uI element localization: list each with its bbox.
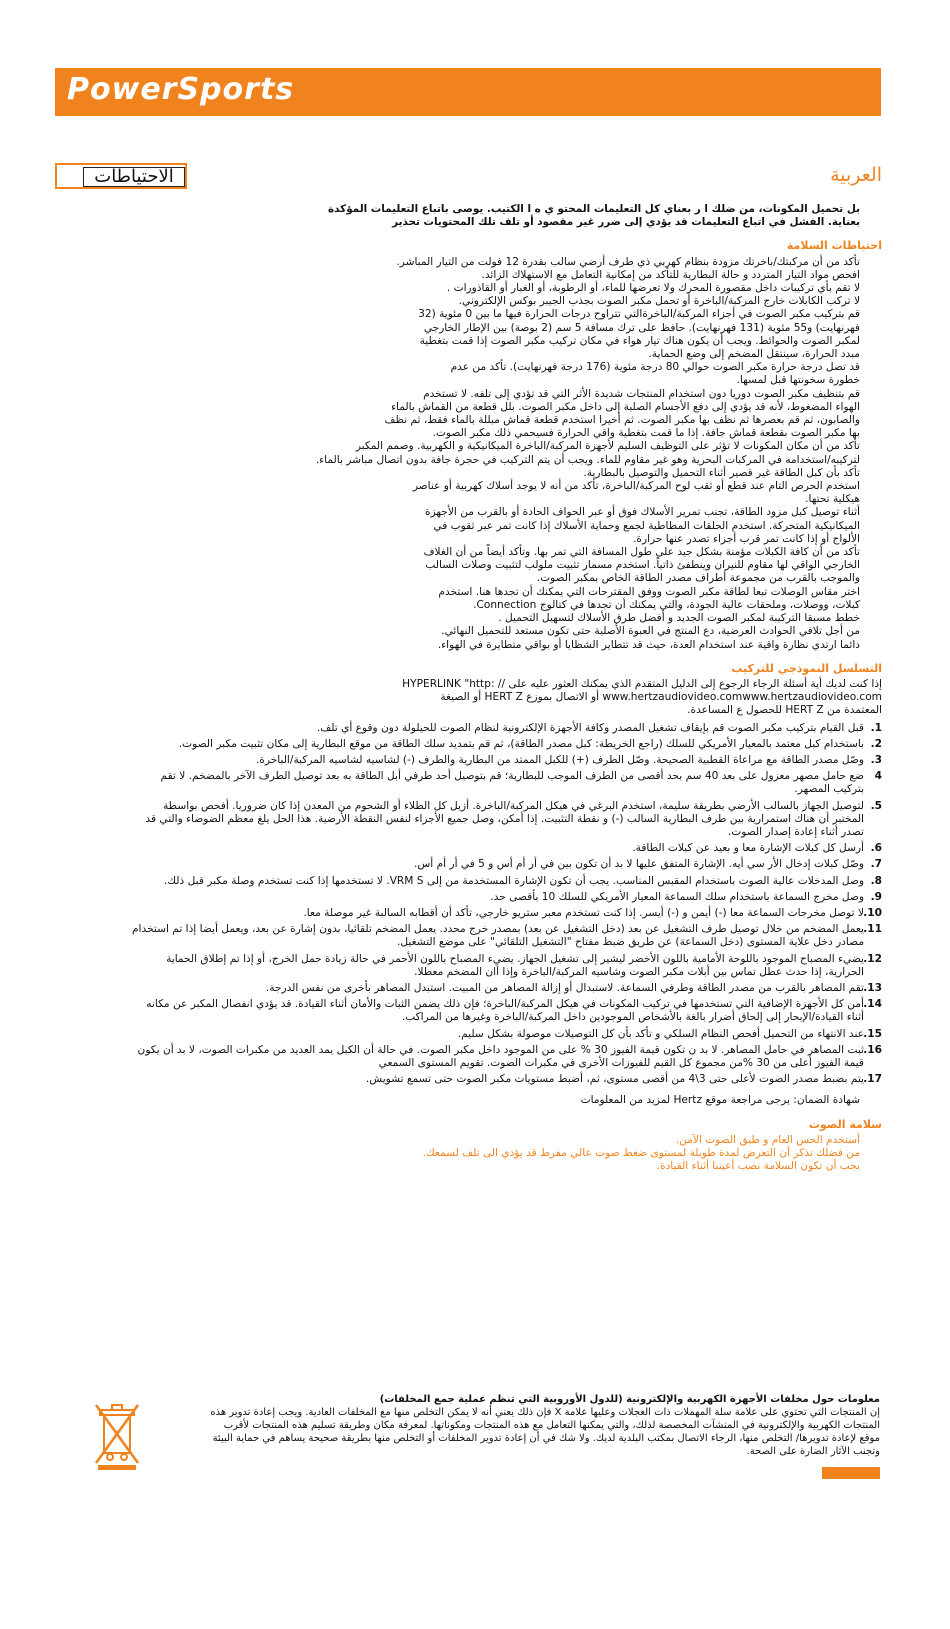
- step-number: 9.: [870, 890, 882, 903]
- safety-line: والموجب بالقرب من مجموعة أطراف مصدر الطاقة الخاص بمكبر الصوت.: [536, 572, 860, 585]
- install-step: [70, 842, 882, 855]
- safety-line: لمكبر الصوت والحوائط. ويجب أن يكون هناك تيار هواء في مكان تركيب مكبر الصوت إذا قمت بتغطية: [419, 334, 860, 347]
- brand-header-bar: [55, 68, 881, 116]
- step-number: 7.: [870, 858, 882, 871]
- step-number: 13.: [863, 981, 882, 994]
- install-steps: [70, 722, 882, 1087]
- step-number: 1.: [870, 721, 882, 734]
- safety-line: بها مكبر الصوت بقطعة قماش جافة. إذا ما قمت بتغطية واقي الحرارة فسيحمي ذلك مكبر الصوت.: [432, 427, 860, 440]
- install-step: [70, 907, 882, 920]
- safety-line: الهواء المضغوط، لأنه قد يؤدي إلى دفع الأجسام الصلبة إلى داخل مكبر الصوت. بلل قطعة من القماش بالماء: [391, 400, 860, 413]
- step-number: 17.: [863, 1073, 882, 1086]
- step-number: 3.: [870, 753, 882, 766]
- safety-line: دائما ارتدي نظارة واقية عند استخدام العدة، حيث قد تتطاير الشظايا أو بواقي متطايرة في الهواء.: [437, 638, 860, 651]
- footer-accent-bar: [822, 1467, 880, 1479]
- step-text: لتوصيل الجهاز بالسالب الأرضي بطريقة سليمة، استخدم البرغي في هيكل المركبة/الباخرة. أزيل كل الطلاء أو الشحوم من المعدن إذا كان ضروريا. أفحص بواسطة المختبر أن هناك استمرارية بين طرف البطارية السالب (-) و نقطة التثبيت. إذا أمكن، وصل جميع الأجزاء لنفس النقطة الأرضية. هذا الحل يلغ معظم الضوضاء والتي قد تصدر أثناء إعادة إصدار الصوت.: [145, 799, 864, 838]
- install-step: [70, 923, 882, 949]
- step-number: 6.: [870, 842, 882, 855]
- step-text: وصّل كبلات إدخال الأر سي أيه. الإشارة المتفق عليها لا بد أن تكون بين في أر أم أس و 5 في أر أم أس.: [413, 858, 864, 871]
- sound-safety-heading: سلامة الصوت: [808, 1117, 882, 1131]
- step-text: يعمل المضخم من خلال توصيل طرف التشغيل عن بعد (دخل التشغيل عن بعد) بمصدر خرج محدد. يعمل المضخم تلقائيا، بدون إشارة عن بعد، ويعمل أيضا إذا تم استخدام مصادر دخل علاية المستوى (دخل السماعة) عن طريق ضبط مفتاح "التشغيل التلقائي" على موضع التشغيل.: [132, 923, 864, 949]
- safety-line: قم بتنظيف مكبر الصوت دوريا دون استخدام المنتجات شديدة الأثر التي قد تؤدي إلى تلفه. لا تستخدم: [423, 387, 860, 400]
- warranty-note: شهادة الضمان: يرجى مراجعة موقع Hertz لمزيد من المعلومات: [580, 1094, 860, 1107]
- install-step: [70, 754, 882, 767]
- safety-line: من أجل تلافي الحوادث العرضية، دع المنتج في العبوة الأصلية حتى تكون مستعد للتحميل النهائي.: [441, 625, 860, 638]
- step-text: أمن كل الأجهزة الإضافية التي تستخدمها في تركيب المكونات في هيكل المركبة/الباخرة؛ فإن ذلك يضمن الثبات والأمان أثناء القيادة. قد يؤدي انفصال المكبر عن مكانه أثناء القيادة/الإبحار إلى إلحاق أضرار بالغة بالأشخاص الموجودين داخل المركبة/الباخرة وغيرها من المراكب.: [146, 998, 864, 1024]
- step-number: 16.: [863, 1043, 882, 1056]
- safety-line: أثناء توصيل كبل مزود الطاقة، تجنب تمرير الأسلاك فوق أو عبر الحواف الحادة أو بالقرب من الأجهزة: [425, 506, 860, 519]
- step-text: يتم بضبط مصدر الصوت لأعلى حتى 3\4 من أقصى مستوى، ثم، أضبط مستويات مكبر الصوت حتى تسمع تشويش.: [365, 1073, 864, 1086]
- sound-line: من فضلك تذكر أن التعرض لمدة طويلة لمستوى ضغط صوت عالي مفرط قد يؤدي الى تلف لسمعك.: [422, 1147, 860, 1159]
- step-text: ضع حامل مصهر معزول على بعد 40 سم بحد أقصى من الطرف الموجب للبطارية؛ قم بتوصيل أحد طرفي أبل الطاقة به بعد توصيل الطرف الآخر بالمضخم. لا تقم بتركيب المصهر.: [160, 770, 864, 796]
- step-text: لا توصل مخرجات السماعة معا (-) أيمن و (-) أيسر. إذا كنت تستخدم معبر ستريو خارجي، تأكد أن أقطابه السالبة غير موصلة معا.: [303, 906, 864, 919]
- safety-line: تأكد من أن مركبتك/باخرتك مزودة بنظام كهربي ذي طرف أرضي سالب بقدرة 12 فولت من التيار المباشر.: [396, 255, 860, 268]
- install-step: [70, 1028, 882, 1041]
- install-step: [70, 875, 882, 888]
- step-number: 10.: [863, 906, 882, 919]
- safety-line: اختر مقاس الوصلات تبعا لطاقة مكبر الصوت ووفق المقترحات التي يمكنك أن تجدها هنا. استخدم: [438, 585, 860, 598]
- safety-line: فهرنهايت) و55 مئوية (131 فهرنهايت). حافظ على ترك مسافة 5 سم (2 بوصة) بين الإطار الخارجي: [423, 321, 860, 334]
- powersports-logo: PowerSports: [67, 72, 295, 107]
- step-text: وصل المدخلات عالية الصوت باستخدام المقبس المناسب. يجب أن تكون الإشارة المستخدمة من إلى VRM S. لا تستخدمها إذا كنت تستخدم وصلة مكبر قبل ذلك.: [164, 874, 864, 887]
- weee-section: [80, 1393, 880, 1458]
- install-step: [70, 722, 882, 735]
- safety-precautions: [70, 256, 860, 652]
- safety-line: خطورة سخونتها قبل لمسها.: [736, 374, 860, 387]
- install-step: [70, 1044, 882, 1070]
- step-text: وصّل مصدر الطاقة مع مراعاة القطبية الصحيحة. وصّل الطرف (+) للكبل الممتد من البطارية والطرف (-) لشاسيه لشاسيه المركبة/الباخرة.: [255, 753, 864, 766]
- crossed-bin-icon: [94, 1401, 140, 1471]
- intro-line: بعناية. الفشل في اتباع التعليمات قد يؤدي إلى ضرر غير مقصود أو تلف تلك المحتويات تحذير: [392, 216, 860, 229]
- document-body: [70, 203, 882, 1173]
- safety-line: الألواح أو إذا كانت تمر قرب أجزاء تصدر عنها حرارة.: [633, 532, 860, 545]
- sound-line: يجب أن تكون السلامة نصب أعيننا أثناء القيادة.: [656, 1160, 860, 1173]
- install-step: [70, 858, 882, 871]
- precautions-label-box: [55, 163, 187, 189]
- safety-line: هيكلية تحتها.: [805, 493, 860, 506]
- step-number: 11.: [863, 923, 882, 936]
- install-heading: التسلسل النموذجي للتركيب: [731, 661, 882, 675]
- install-intro: [70, 678, 882, 718]
- step-number: 15.: [863, 1027, 882, 1040]
- sound-safety-text: [70, 1134, 860, 1174]
- weee-body: إن المنتجات التي تحتوي على علامة سلة المهملات ذات العجلات وعليها علامة X فإن ذلك يعني أنه لا يمكن التخلص منها مع المخلفات العادية. ويجب إعادة تدوير هذه المنتجات الكهربية والإلكترونية في المنشآت المخصصة لذلك، والتي يمكنها التعامل مع هذه المنتجات ومكوناتها. لمعرفة مكان وطريقة تسليم هذه المنتجات لأقرب موقع لإعادة تدويرها/ التخلص منها، الرجاء الاتصال بمكتب البلدية لديك. ولا شك في أن إعادة تدوير المخلفات أو التخلص منها بطريقة صحيحة يساهم في حماية البيئة وتجنب الآثار الضارة على الصحة.: [210, 1407, 880, 1457]
- intro-paragraph: [70, 203, 860, 229]
- intro-line: بل تحميل المكونات، من ضلك ا ر بعناي كل التعليمات المحتو ي ه ا الكتيب. يوصى باتباع التعليمات المؤكدة: [328, 203, 860, 215]
- safety-line: خطط مسبقا التركيبة لمكبر الصوت الجديد و أفضل طرق الأسلاك لتسهيل التحميل .: [498, 612, 860, 625]
- precautions-label: الاحتياطات: [83, 167, 185, 187]
- safety-line: افحص مواد التيار المتردد و حالة البطارية للتأكد من إمكانية التعامل مع الاستهلاك الزائد.: [481, 268, 860, 281]
- weee-title: معلومات حول مخلفات الأجهزة الكهربية والإلكترونية (للدول الأوروبية التي تنظم عملية جمع المخلفات): [379, 1394, 880, 1405]
- step-number: 14.: [863, 998, 882, 1011]
- step-text: وصل مخرج السماعة باستخدام سلك السماعة المعيار الأمريكي للسلك 10 بأقصى حد.: [490, 890, 864, 903]
- install-step: [70, 953, 882, 979]
- language-heading: العربية: [830, 164, 882, 186]
- step-number: 12.: [863, 952, 882, 965]
- install-step: [70, 770, 882, 796]
- install-intro-line: www.hertzaudiovideo.comwww.hertzaudiovideo.com أو الاتصال بموزع HERT Z أو الصيغة: [440, 691, 882, 704]
- safety-line: الميكانيكية المتحركة. استخدم الحلقات المطاطية لجمع وحماية الأسلاك إذا كانت تمر عبر ثقوب في: [433, 519, 860, 532]
- safety-line: قم بتركيب مكبر الصوت في أجزاء المركبة/الباخرةالتي تتراوح درجات الحرارة فيها ما بين 0 مئوية (32: [418, 308, 860, 321]
- safety-line: لتركيبه/استخدامه في المركبات البحرية وهو غير مقاوم للماء. ويجب أن يتم التركيب في حجرة جافة بدون اتصال مباشر بالماء.: [315, 453, 860, 466]
- step-text: ثبت المصاهر في حامل المصاهر. لا بد ن تكون قيمة الفيوز 30 % على من الموجود داخل مكبر الصوت. في حالة أن الكبل يمد العديد من مكبرات الصوت، لا بد أن يكون قيمة الفيوز أعلى من 30 %من مجموع كل القيم للفيوزات الأخرى في مكبرات الصوت. تقويم المستوى السمعي: [137, 1043, 864, 1069]
- sound-line: أستخدم الحس العام و طبق الصوت الآمن.: [675, 1133, 860, 1146]
- safety-line: والصابون، ثم قم بعصرها ثم نظف بها مكبر الصوت. ثم أخيرا استخدم قطعة قماش مبللة بالماء فقط، ثم نظف: [384, 414, 860, 427]
- install-step: [70, 998, 882, 1024]
- step-number: 5.: [870, 799, 882, 812]
- step-text: يضيء المصباح الموجود باللوحة الأمامية باللون الأخضر ليشير إلى تشغيل الجهاز. يضيء المصباح باللون الأحمر في حالة زيادة حمل الخرج، أو إذا تم إطلاق الحماية الحرارية، إذا حدث عطل تماس بين أبلات مكبر الصوت وشاسيه المركبة/الباخرة وإذا أان المضخم معطلا.: [166, 952, 864, 978]
- safety-line: تأكد من أن كافة الكبلات مؤمنة بشكل جيد على طول المسافة التي تمر بها. وتأكد أيضاً من أن الغلاف: [423, 546, 860, 559]
- install-step: [70, 982, 882, 995]
- step-text: أرسل كل كبلات الإشارة معا و بعيد عن كبلات الطاقة.: [632, 842, 864, 855]
- safety-line: تأكد بأن كبل الطاقة غير قصير أثناء التحميل والتوصيل بالبطارية.: [583, 466, 860, 479]
- install-intro-line: المعتمدة من HERT Z للحصول ع المساعدة.: [687, 704, 882, 717]
- step-number: 8.: [870, 874, 882, 887]
- step-text: تقم المصاهر بالقرب من مصدر الطاقة وطرفي السماعة. لاستبدال أو إزالة المصاهر من المبيت. استبدل المصاهر بأخرى من نفس الدرجة.: [265, 981, 864, 994]
- install-step: [70, 1073, 882, 1086]
- safety-line: مبدد الحرارة، سينتقل المضخم إلى وضع الحماية.: [648, 348, 860, 361]
- step-number: 2.: [870, 737, 882, 750]
- safety-line: استخدم الحرص التام عند قطع أو ثقب لوح المركبة/الباخرة، تأكد من أنه لا يوجد أسلاك كهربية أو عناصر: [412, 480, 860, 493]
- safety-line: تأكد من أن مكان المكونات لا تؤثر على التوظيف السليم لأجهزة المركبة/الباخرة الميكانيكية و الكهربية. وصمم المكبر: [355, 440, 860, 453]
- install-step: [70, 800, 882, 840]
- safety-line: قد تصل درجة حرارة مكبر الصوت حوالي 80 درجة مئوية (176 درجة فهرنهايت). تأكد من عدم: [450, 361, 860, 374]
- step-text: باستخدام كبل معتمد بالمعيار الأمريكي للسلك (راجع الخريطة: كبل مصدر الطاقة)، ثم قم بتمديد سلك الطاقة من موقع البطارية إلى مكان تثبيت مكبر الصوت.: [178, 737, 864, 750]
- install-step: [70, 891, 882, 904]
- install-intro-line: إذا كنت لديك أية أسئلة الرجاء الرجوع إلى الدليل المتقدم الذي يمكنك العثور عليه على // :HYPERLINK "http: [402, 677, 882, 690]
- step-text: عند الانتهاء من التحميل أفحص النظام السلكي و تأكد بأن كل التوصيلات موصولة بشكل سليم.: [457, 1027, 864, 1040]
- safety-line: الخارجي الواقي لها مقاوم للنيران وينطفئ ذاتياً. استخدم مسمار تثبيت ملولب لتثبيت وصلات السالب: [425, 559, 860, 572]
- step-text: قبل القيام بتركيب مكبر الصوت قم بإيقاف تشغيل المصدر وكافة الأجهزة الإلكترونية لنظام الصوت للحيلولة دون وقوع أي تلف.: [316, 721, 864, 734]
- safety-heading: احتياطات السلامة: [786, 239, 882, 253]
- safety-line: كبلات، ووصلات، وملحقات عالية الجودة، والتي يمكنك أن تجدها في كتالوج Connection.: [473, 598, 860, 611]
- install-step: [70, 738, 882, 751]
- safety-line: لا تركب الكابلات خارج المركبة/الباخرة أو تحمل مكبر الصوت بجذب الجيبر بوكس الإلكتروني.: [458, 295, 860, 308]
- step-number: 4: [874, 770, 882, 783]
- safety-line: لا تقم بأي تركيبات داخل مقصورة المحرك ولا تعرضها للماء، أو الرطوبة، أو الغبار أو القاذورات .: [446, 282, 860, 295]
